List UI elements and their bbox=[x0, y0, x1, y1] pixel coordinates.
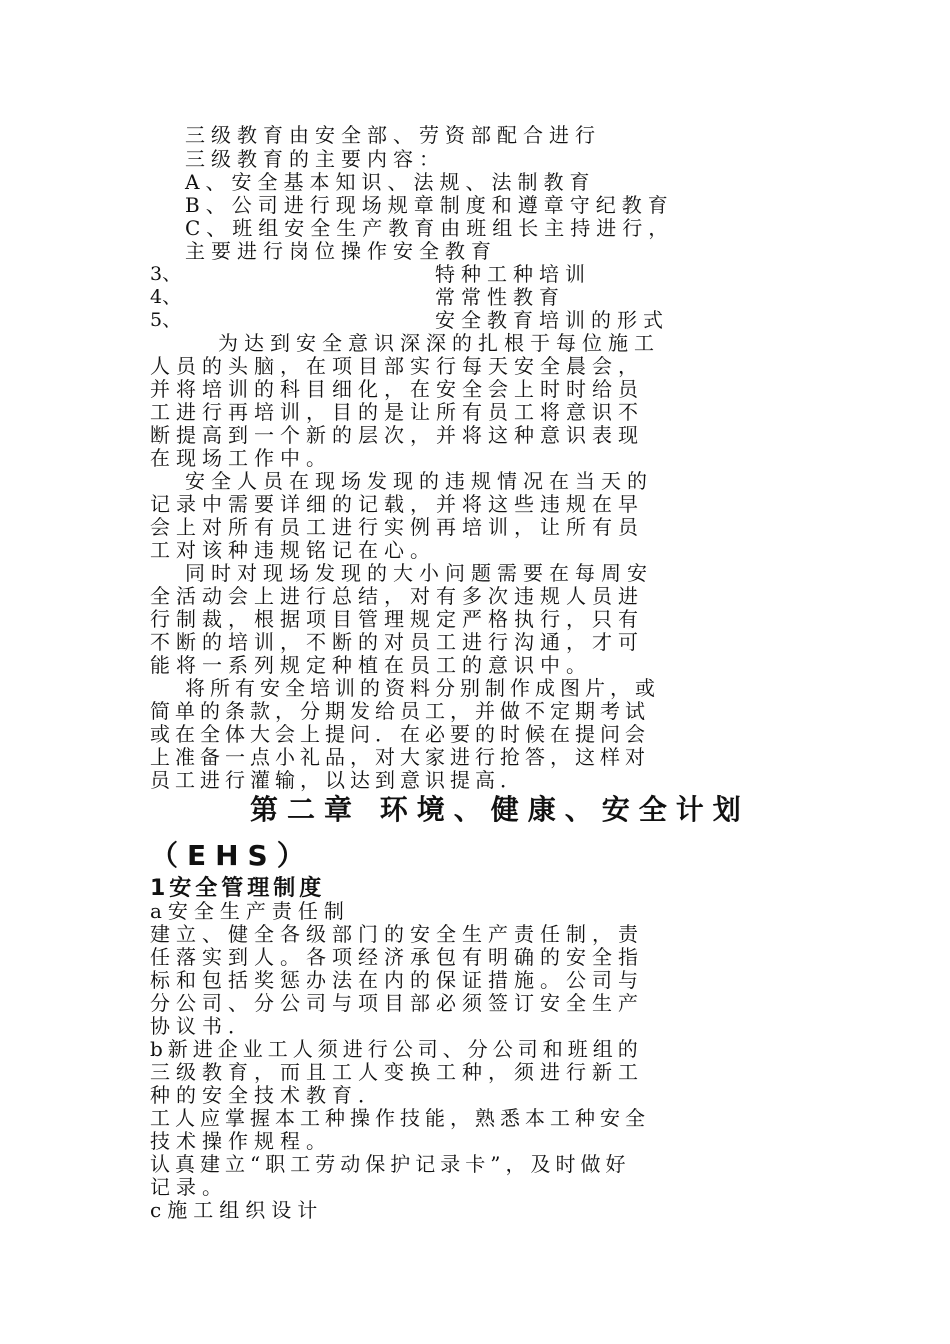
paragraph-line: 建立、健全各级部门的安全生产责任制，责 bbox=[150, 922, 644, 946]
paragraph-line: 工对该种违规铭记在心。 bbox=[150, 538, 436, 562]
paragraph-line: 不断的培训，不断的对员工进行沟通，才可 bbox=[150, 630, 644, 654]
paragraph-line: 人员的头脑，在项目部实行每天安全晨会， bbox=[150, 354, 644, 378]
text-line: 三级教育由安全部、劳资部配合进行 bbox=[185, 123, 601, 147]
chapter-title: 第二章 环境、健康、安全计划 bbox=[250, 793, 750, 826]
paragraph-line: 技术操作规程。 bbox=[150, 1129, 332, 1153]
paragraph-line: 工人应掌握本工种操作技能，熟悉本工种安全 bbox=[150, 1106, 650, 1130]
section-heading: 1安全管理制度 bbox=[150, 876, 326, 901]
list-number: 3、 bbox=[150, 263, 182, 285]
chapter-subtitle: （EHS） bbox=[150, 839, 314, 872]
text-line: A、安全基本知识、法规、法制教育 bbox=[185, 170, 596, 194]
list-item-text: 常常性教育 bbox=[435, 285, 565, 309]
paragraph-line: 分公司、分公司与项目部必须签订安全生产 bbox=[150, 991, 644, 1015]
paragraph-line: 断提高到一个新的层次，并将这种意识表现 bbox=[150, 423, 644, 447]
list-item-text: 安全教育培训的形式 bbox=[435, 308, 669, 332]
paragraph-line: 工进行再培训，目的是让所有员工将意识不 bbox=[150, 400, 644, 424]
paragraph-line: 全活动会上进行总结，对有多次违规人员进 bbox=[150, 584, 644, 608]
text-line: 主要进行岗位操作安全教育 bbox=[185, 239, 497, 263]
paragraph-line: 同时对现场发现的大小问题需要在每周安 bbox=[185, 561, 653, 585]
paragraph-line: 记录。 bbox=[150, 1175, 228, 1199]
paragraph-line: 并将培训的科目细化，在安全会上时时给员 bbox=[150, 377, 644, 401]
list-item-text: 特种工种培训 bbox=[435, 262, 591, 286]
list-number: 4、 bbox=[150, 286, 182, 308]
paragraph-line: 任落实到人。各项经济承包有明确的安全指 bbox=[150, 945, 644, 969]
list-number: 5、 bbox=[150, 309, 182, 331]
paragraph-line: 协议书． bbox=[150, 1014, 254, 1038]
paragraph-line: 种的安全技术教育． bbox=[150, 1083, 384, 1107]
paragraph-line: 简单的条款，分期发给员工，并做不定期考试 bbox=[150, 699, 650, 723]
text-line: C、班组安全生产教育由班组长主持进行， bbox=[185, 216, 675, 240]
paragraph-line: 能将一系列规定种植在员工的意识中。 bbox=[150, 653, 592, 677]
paragraph-line: 安全人员在现场发现的违规情况在当天的 bbox=[185, 469, 653, 493]
paragraph-line: 在现场工作中。 bbox=[150, 446, 332, 470]
paragraph-line: 三级教育，而且工人变换工种，须进行新工 bbox=[150, 1060, 644, 1084]
paragraph-line: 或在全体大会上提问．在必要的时候在提问会 bbox=[150, 722, 650, 746]
paragraph-line: b新进企业工人须进行公司、分公司和班组的 bbox=[150, 1037, 643, 1061]
paragraph-line: 员工进行灌输，以达到意识提高． bbox=[150, 768, 525, 792]
paragraph-line: 上准备一点小礼品，对大家进行抢答，这样对 bbox=[150, 745, 650, 769]
text-line: 三级教育的主要内容： bbox=[185, 147, 445, 171]
subsection-heading: a安全生产责任制 bbox=[150, 899, 350, 923]
paragraph-line: 将所有安全培训的资料分别制作成图片，或 bbox=[185, 676, 660, 700]
paragraph-line: 标和包括奖惩办法在内的保证措施。公司与 bbox=[150, 968, 644, 992]
text-line: B、公司进行现场规章制度和遵章守纪教育 bbox=[185, 193, 674, 217]
paragraph-line: 行制裁，根据项目管理规定严格执行，只有 bbox=[150, 607, 644, 631]
paragraph-line: 为达到安全意识深深的扎根于每位施工 bbox=[218, 331, 660, 355]
paragraph-line: 记录中需要详细的记载，并将这些违规在早 bbox=[150, 492, 644, 516]
paragraph-line: 认真建立“职工劳动保护记录卡”，及时做好 bbox=[150, 1152, 631, 1176]
subsection-heading: c施工组织设计 bbox=[150, 1198, 324, 1222]
paragraph-line: 会上对所有员工进行实例再培训，让所有员 bbox=[150, 515, 644, 539]
